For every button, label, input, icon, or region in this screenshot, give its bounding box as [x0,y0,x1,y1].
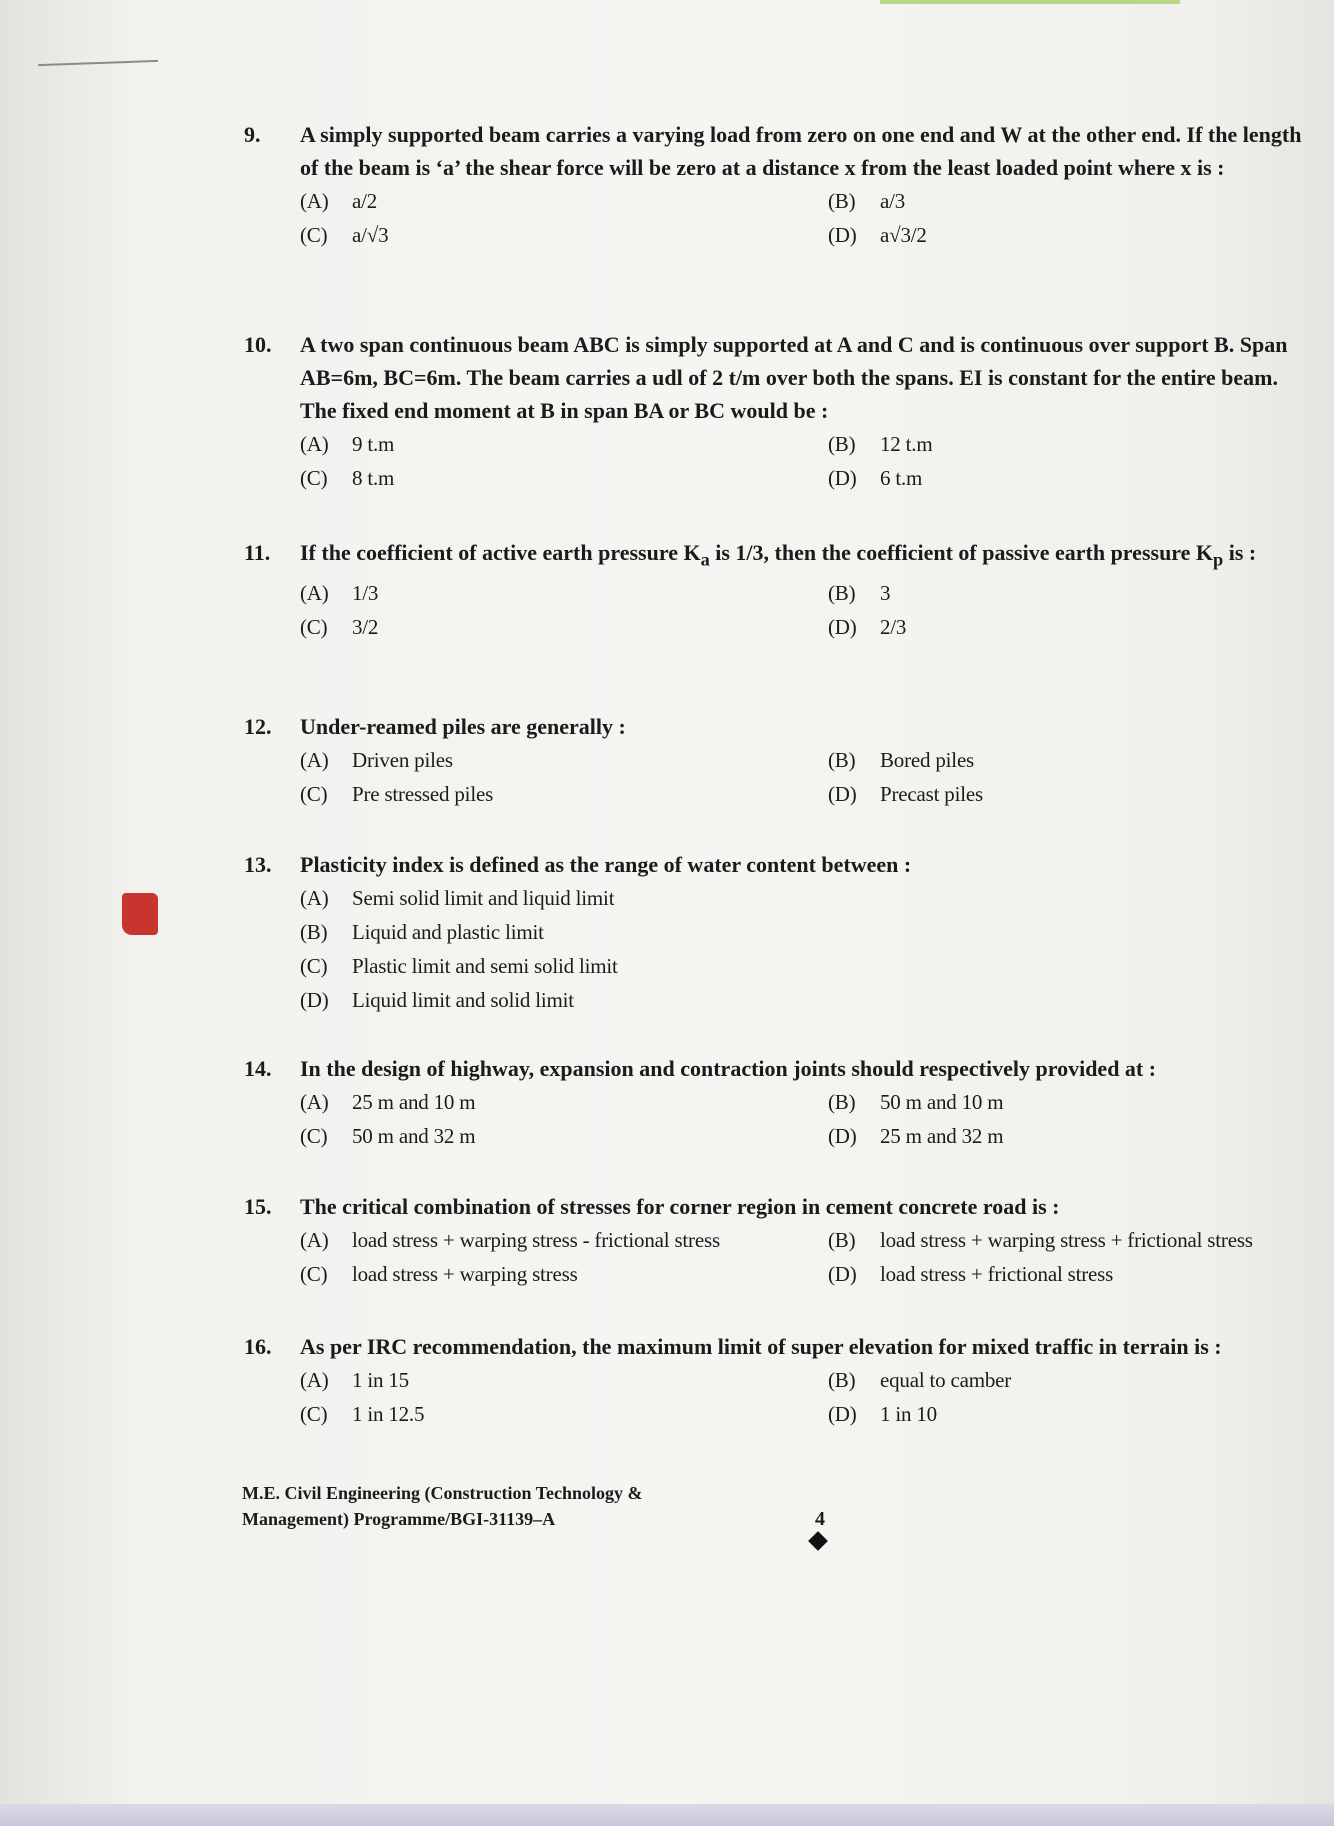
option-text: load stress + warping stress [352,1262,578,1286]
option-label: (D) [828,615,857,640]
option-label: (D) [300,988,329,1012]
option-label: (D) [828,1124,857,1148]
option-text: 25 m and 32 m [880,1124,1004,1148]
option-c[interactable] [300,1119,828,1153]
option-label: (C) [300,954,328,978]
option-label: (B) [828,1228,856,1252]
option-label: (C) [300,782,328,806]
question-text: The critical combination of stresses for corner region in cement concrete road is : [300,1194,1060,1219]
option-text: load stress + frictional stress [880,1262,1114,1286]
diamond-icon [808,1531,828,1551]
option-d[interactable] [828,218,1328,252]
options [300,1363,1314,1431]
question-number: 9. [244,122,261,147]
question-12 [244,710,1314,811]
option-text: 1/3 [352,581,379,606]
option-b[interactable] [828,427,1328,461]
question-text [300,536,1314,576]
page-footer [242,1480,643,1532]
option-label: (B) [828,748,856,772]
option-c[interactable] [300,610,828,644]
option-text: 9 t.m [352,432,395,456]
option-a[interactable] [300,1223,828,1257]
option-text: 25 m and 10 m [352,1090,476,1114]
scan-bottom-edge [0,1804,1334,1826]
option-a[interactable] [300,881,1300,915]
option-b[interactable] [828,743,1328,777]
question-text: Under-reamed piles are generally : [300,714,626,739]
option-label: (B) [828,432,856,456]
question-text-part: If the coefficient of active earth pressure K [300,540,701,565]
option-text: 2/3 [880,615,907,640]
option-text: Bored piles [880,748,975,772]
question-number: 11. [244,540,271,565]
question-number: 13. [244,852,272,877]
question-13 [244,848,1314,1017]
option-text: load stress + warping stress - frictional stress [352,1228,720,1252]
question-text: A two span continuous beam ABC is simply supported at A and C and is continuous over support B. Span AB=6m, BC=6m. The beam carries a udl of 2 t/m over both the spans. EI is constant for the entire beam. The fixed end moment at B in span BA or BC would be : [300,332,1288,423]
option-a[interactable] [300,576,828,610]
option-label: (A) [300,581,329,606]
options [300,427,1314,495]
option-label: (D) [828,782,857,806]
option-a[interactable] [300,1363,828,1397]
option-label: (B) [828,189,856,213]
option-text: 1 in 12.5 [352,1402,425,1426]
option-label: (B) [300,920,328,944]
options [300,881,1314,1017]
option-text: a/2 [352,189,378,213]
option-c[interactable] [300,777,828,811]
option-text: 50 m and 32 m [352,1124,476,1148]
option-text: Plastic limit and semi solid limit [352,954,618,978]
option-label: (C) [300,615,328,640]
option-text: 6 t.m [880,466,923,490]
option-label: (A) [300,432,329,456]
options [300,1223,1314,1291]
question-16 [244,1330,1314,1431]
question-15 [244,1190,1314,1291]
footer-line-2: Management) Programme/BGI-31139–A [242,1509,556,1529]
option-b[interactable] [828,1085,1328,1119]
question-number: 12. [244,714,272,739]
question-text-part: is 1/3, then the coefficient of passive earth pressure K [709,540,1214,565]
options [300,743,1314,811]
option-text: equal to camber [880,1368,1012,1392]
option-label: (C) [300,1124,328,1148]
option-label: (B) [828,1090,856,1114]
option-label: (B) [828,1368,856,1392]
option-d[interactable] [828,610,1328,644]
options [300,184,1314,252]
question-number: 16. [244,1334,272,1359]
option-label: (A) [300,886,329,910]
question-10 [244,328,1314,495]
option-text: a/3 [880,189,906,213]
option-label: (A) [300,1368,329,1392]
option-c[interactable] [300,218,828,252]
option-text: 8 t.m [352,466,395,490]
option-label: (D) [828,1402,857,1426]
option-label: (D) [828,1262,857,1286]
option-label: (A) [300,1090,329,1114]
option-text: Liquid limit and solid limit [352,988,574,1012]
question-11 [244,536,1314,644]
option-d[interactable] [828,1257,1328,1291]
question-number: 15. [244,1194,272,1219]
top-edge-mark [880,0,1180,4]
option-a[interactable] [300,184,828,218]
option-text: Pre stressed piles [352,782,494,806]
question-9 [244,118,1314,252]
option-c[interactable] [300,1257,828,1291]
option-label: (D) [828,466,857,490]
question-text-part: is : [1223,540,1257,565]
footer-line-1: M.E. Civil Engineering (Construction Technology & [242,1483,643,1503]
option-d[interactable] [828,1397,1328,1431]
option-text: a/√3 [352,223,389,247]
option-text: 50 m and 10 m [880,1090,1004,1114]
subscript-a: a [700,549,710,570]
option-label: (D) [828,223,857,247]
option-d[interactable] [828,1119,1328,1153]
option-d[interactable] [300,983,1300,1017]
option-text: 3/2 [352,615,379,640]
option-d[interactable] [828,461,1328,495]
option-text: load stress + warping stress + frictional stress [880,1228,1253,1252]
subscript-p: p [1213,549,1224,570]
question-number: 10. [244,332,272,357]
option-label: (A) [300,189,329,213]
option-text: 12 t.m [880,432,933,456]
question-text: Plasticity index is defined as the range of water content between : [300,852,912,877]
option-text: 1 in 10 [880,1402,937,1426]
option-c[interactable] [300,461,828,495]
red-margin-mark [122,893,158,935]
option-label: (C) [300,466,328,490]
question-number: 14. [244,1056,272,1081]
option-text: Semi solid limit and liquid limit [352,886,615,910]
option-text: 1 in 15 [352,1368,409,1392]
option-b[interactable] [300,915,1300,949]
option-label: (C) [300,1262,328,1286]
options [300,1085,1314,1153]
option-c[interactable] [300,1397,828,1431]
option-text: Liquid and plastic limit [352,920,544,944]
option-c[interactable] [300,949,1300,983]
option-text: a√3/2 [880,223,927,247]
question-text: In the design of highway, expansion and contraction joints should respectively provided at : [300,1056,1157,1081]
option-a[interactable] [300,427,828,461]
option-a[interactable] [300,1085,828,1119]
option-b[interactable] [828,1363,1328,1397]
option-a[interactable] [300,743,828,777]
question-text: A simply supported beam carries a varying load from zero on one end and W at the other end. If the length of the beam is ‘a’ the shear force will be zero at a distance x from the least loaded point where x is : [300,122,1302,180]
question-14 [244,1052,1314,1153]
question-text: As per IRC recommendation, the maximum limit of super elevation for mixed traffic in terrain is : [300,1334,1222,1359]
option-b[interactable] [828,184,1328,218]
option-b[interactable] [828,1223,1328,1257]
option-label: (A) [300,748,329,772]
option-text: Driven piles [352,748,453,772]
option-label: (B) [828,581,856,606]
option-text: Precast piles [880,782,983,806]
option-d[interactable] [828,777,1328,811]
options [300,576,1314,644]
option-label: (A) [300,1228,329,1252]
option-b[interactable] [828,576,1328,610]
option-label: (C) [300,1402,328,1426]
option-label: (C) [300,223,328,247]
option-text: 3 [880,581,891,606]
margin-pencil-line [38,60,158,66]
page-number: 4 [815,1508,825,1530]
